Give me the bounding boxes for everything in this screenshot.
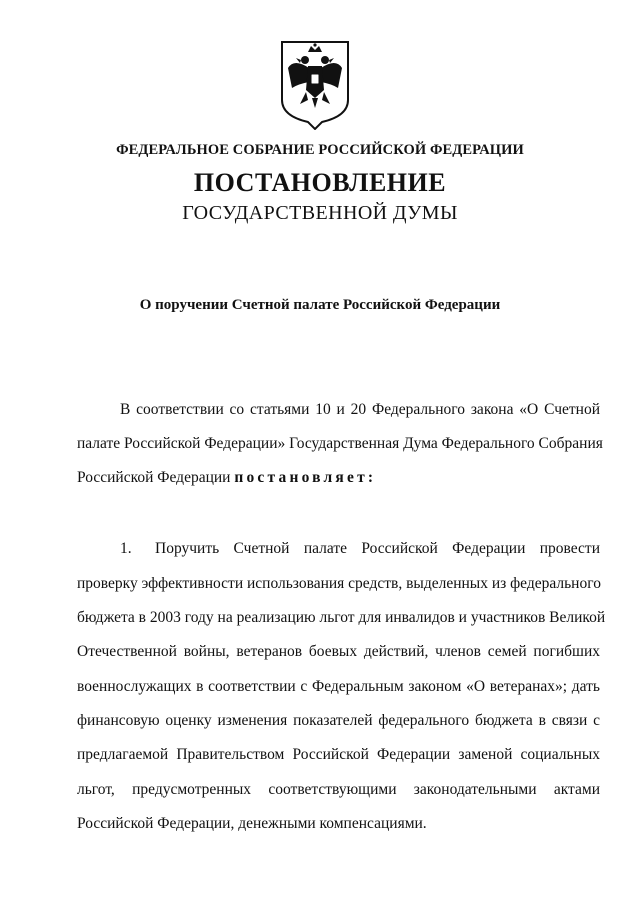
preamble-line-final — [77, 469, 376, 487]
clause-line: предлагаемой Правительством Российской Федерации заменой социальных — [77, 746, 600, 763]
clause-line: Поручить Счетной палате Российской Федерации провести — [155, 540, 600, 557]
preamble-line: палате Российской Федерации» Государственная Дума Федерального Собрания — [77, 435, 603, 452]
russian-coat-of-arms-icon — [278, 38, 352, 130]
clause-line: Отечественной войны, ветеранов боевых действий, членов семей погибших — [77, 643, 600, 660]
clause-line: финансовую оценку изменения показателей федерального бюджета в связи с — [77, 712, 600, 729]
clause-line: бюджета в 2003 году на реализацию льгот для инвалидов и участников Великой — [77, 609, 606, 626]
clause-line: льгот, предусмотренных соответствующими законодательными актами — [77, 781, 600, 798]
preamble-line: В соответствии со статьями 10 и 20 Федерального закона «О Счетной — [120, 401, 600, 418]
clause-line: Российской Федерации, денежными компенсациями. — [77, 815, 427, 832]
decree-word: постановляет: — [234, 469, 377, 486]
clause-first-line — [120, 540, 600, 558]
assembly-title: ФЕДЕРАЛЬНОЕ СОБРАНИЕ РОССИЙСКОЙ ФЕДЕРАЦИИ — [116, 142, 524, 158]
issuer-title: ГОСУДАРСТВЕННОЙ ДУМЫ — [182, 202, 458, 224]
clause-line: проверку эффективности использования средств, выделенных из федерального — [77, 575, 601, 592]
clause-number: 1. — [120, 540, 132, 557]
document-type-title: ПОСТАНОВЛЕНИЕ — [193, 168, 447, 197]
clause-line: военнослужащих в соответствии с Федеральным законом «О ветеранах»; дать — [77, 678, 600, 695]
document-subject: О поручении Счетной палате Российской Федерации — [139, 297, 501, 313]
preamble-line-text: Российской Федерации — [77, 469, 235, 486]
